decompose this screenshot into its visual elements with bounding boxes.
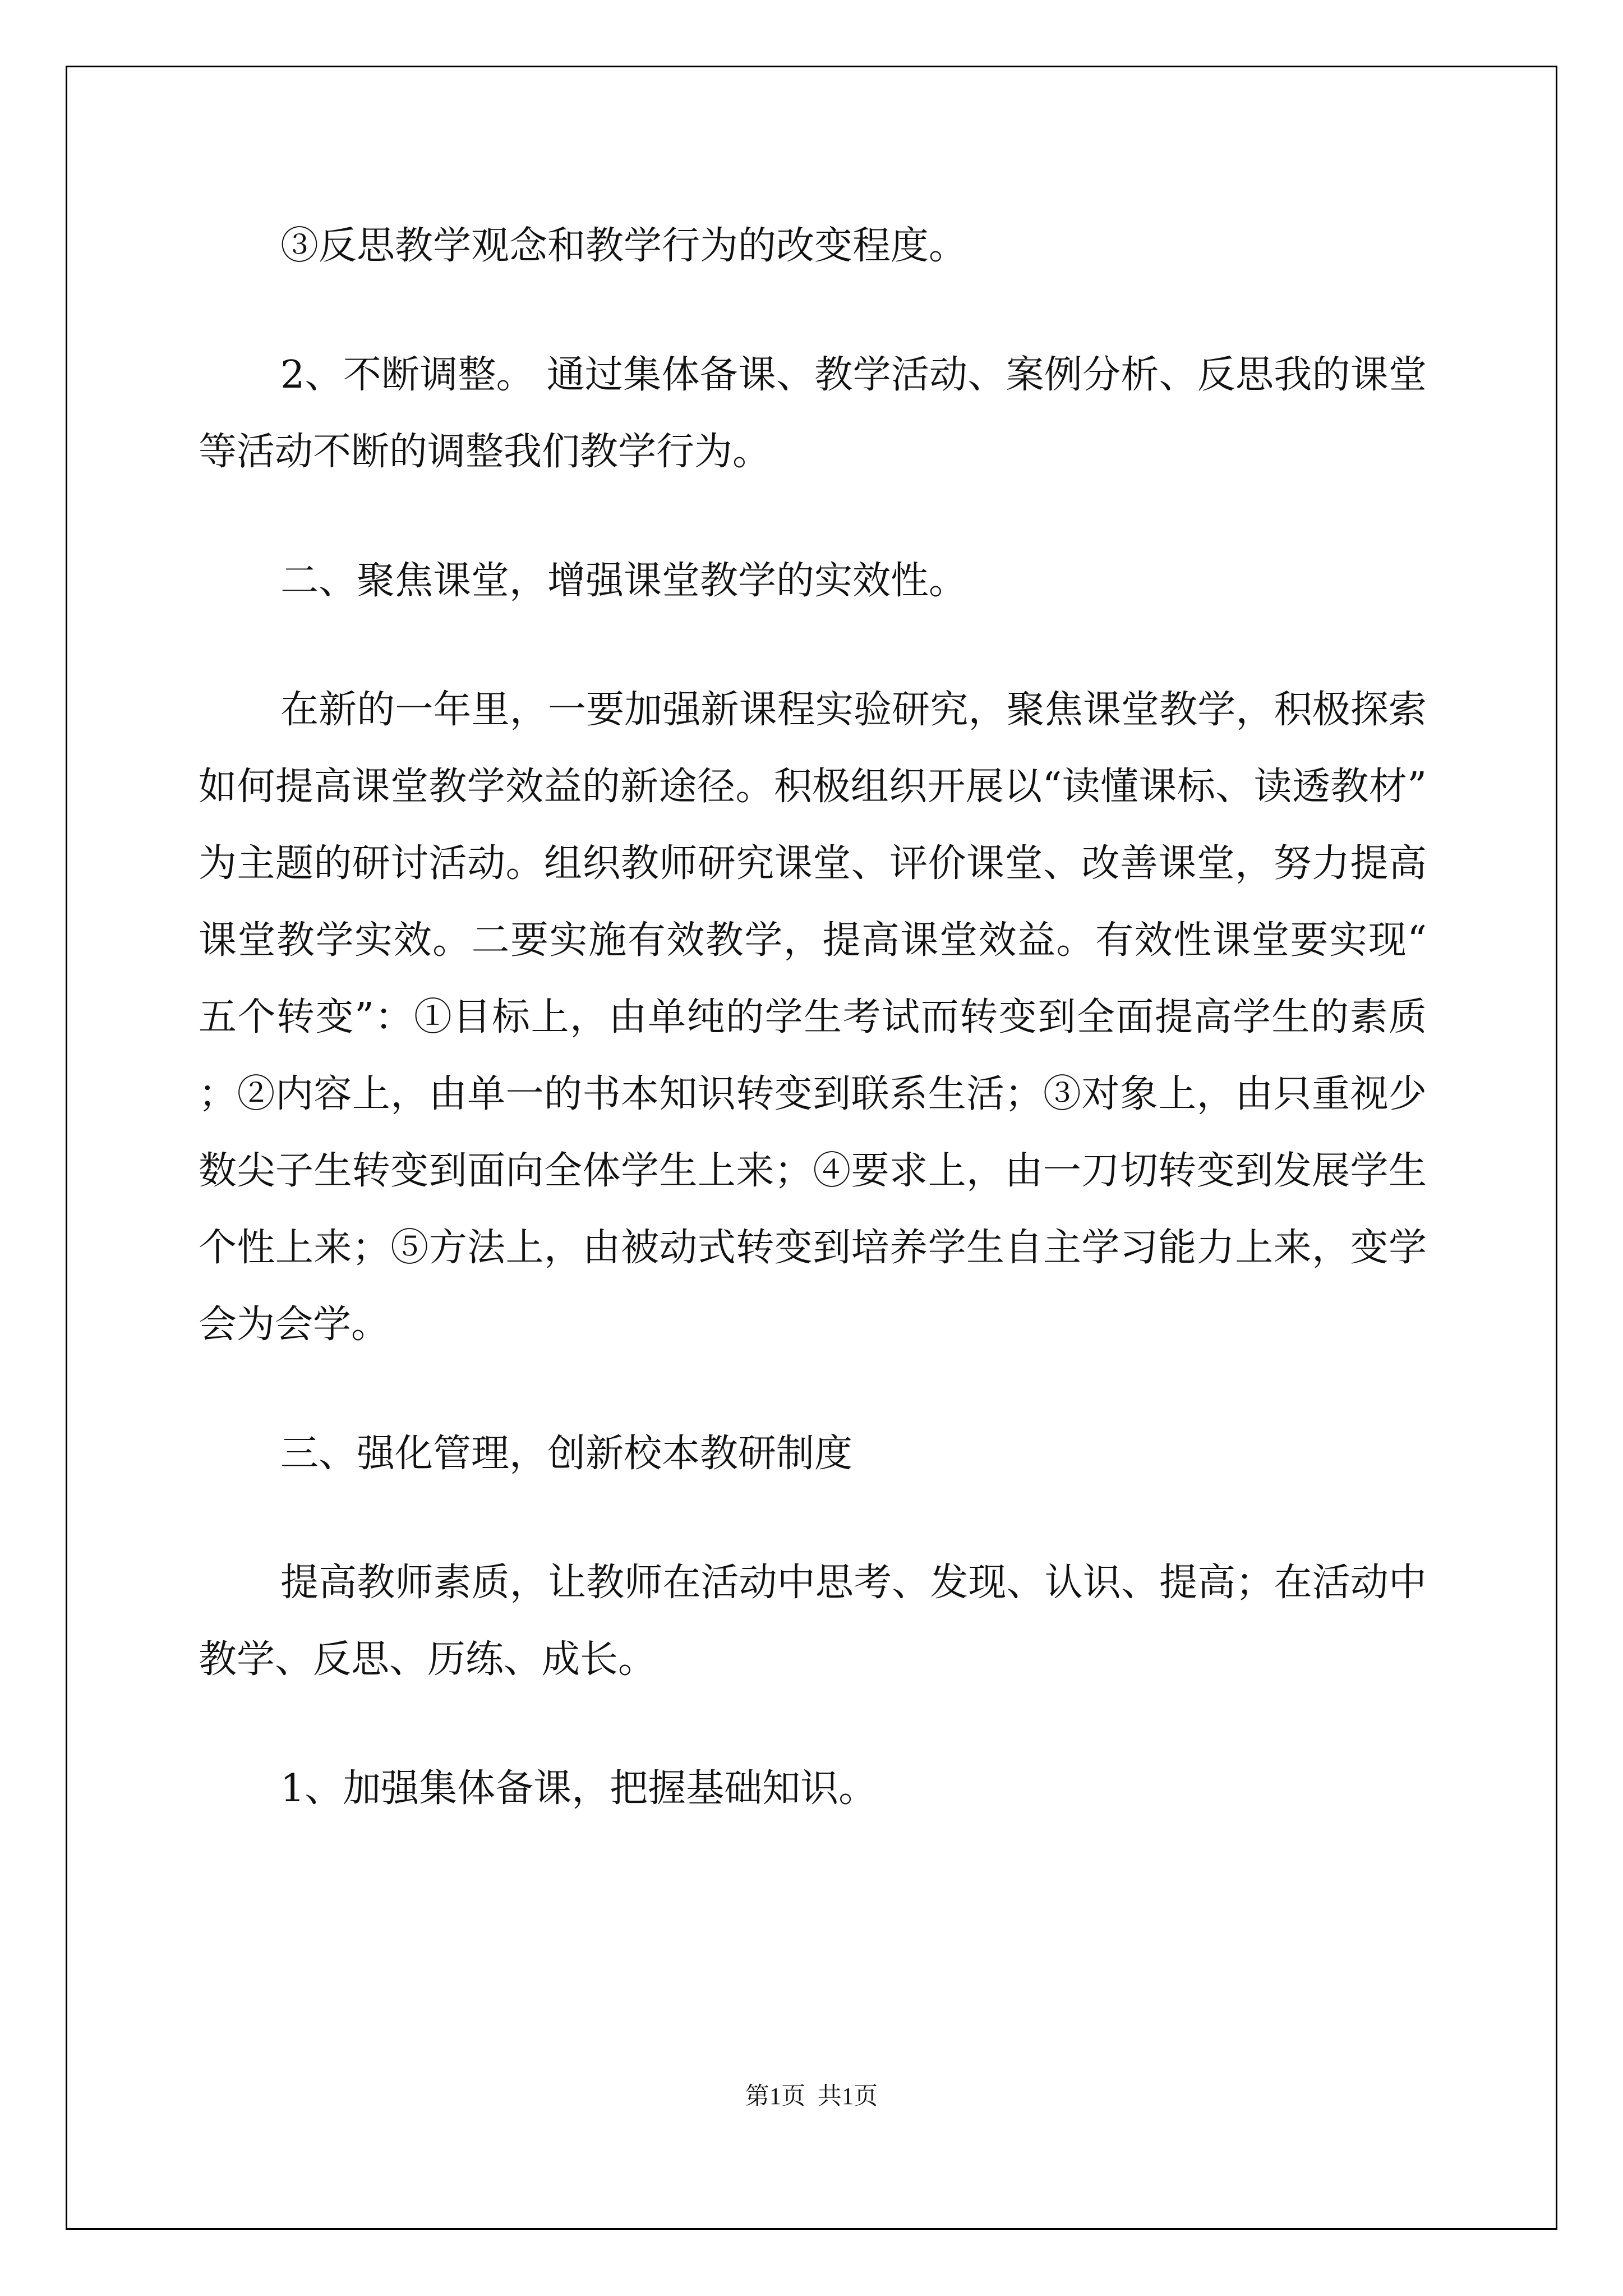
document-body	[199, 208, 1427, 1827]
page-number-label: 第1页 共1页	[745, 2083, 878, 2110]
paragraph: ③反思教学观念和教学行为的改变程度。	[280, 224, 967, 268]
paragraph: 1、加强集体备课，把握基础知识。	[280, 1766, 877, 1811]
section-heading: 三、强化管理，创新校本教研制度	[280, 1432, 853, 1476]
page-footer	[0, 2077, 1623, 2111]
section-heading: 二、聚焦课堂，增强课堂教学的实效性。	[280, 559, 967, 603]
paragraph: 提高教师素质，让教师在活动中思考、发现、认识、提高；在活动中教学、反思、历练、成长。	[199, 1561, 1427, 1682]
paragraph: 在新的一年里，一要加强新课程实验研究，聚焦课堂教学，积极探索如何提高课堂教学效益的新途径。积极组织开展以“读懂课标、读透教材”为主题的研讨活动。组织教师研究课堂、评价课堂、改善课堂，努力提高课堂教学实效。二要实施有效教学，提高课堂效益。有效性课堂要实现“五个转变”：①目标上，由单纯的学生考试而转变到全面提高学生的素质；②内容上，由单一的书本知识转变到联系生活；③对象上，由只重视少数尖子生转变到面向全体学生上来；④要求上，由一刀切转变到发展学生个性上来；⑤方法上，由被动式转变到培养学生自主学习能力上来，变学会为会学。	[199, 688, 1427, 1347]
paragraph: 2、不断调整。 通过集体备课、教学活动、案例分析、反思我的课堂等活动不断的调整我们教学行为。	[199, 353, 1427, 474]
